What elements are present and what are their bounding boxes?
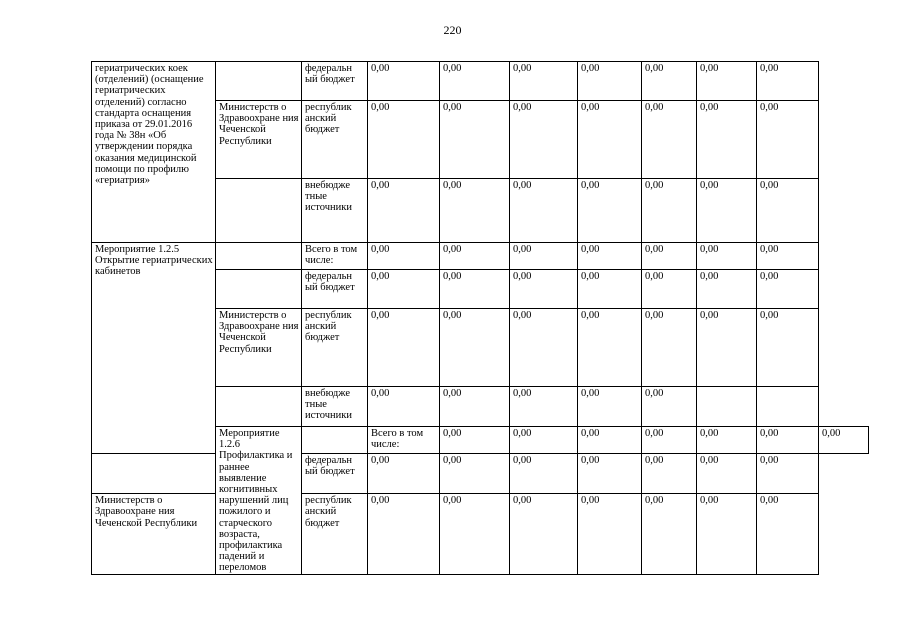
value-cell: 0,00 <box>578 270 642 309</box>
value-cell: 0,00 <box>510 309 578 387</box>
value-cell: 0,00 <box>819 427 869 454</box>
value-cell: 0,00 <box>440 309 510 387</box>
value-cell: 0,00 <box>757 270 819 309</box>
value-cell: 0,00 <box>697 62 757 101</box>
value-cell: 0,00 <box>368 453 440 493</box>
value-cell: 0,00 <box>440 243 510 270</box>
executor-cell: Министерств о Здравоохране ния Чеченской Республики <box>216 101 302 179</box>
value-cell: 0,00 <box>642 309 697 387</box>
value-cell: 0,00 <box>440 453 510 493</box>
value-cell: 0,00 <box>578 101 642 179</box>
value-cell: 0,00 <box>697 427 757 454</box>
value-cell: 0,00 <box>642 453 697 493</box>
action-cell: Мероприятие 1.2.6 Профилактика и раннее выявление когнитивных нарушений лиц пожилого и старческого возраста, профилактика падений и переломов <box>216 427 302 575</box>
table-row <box>92 494 869 575</box>
value-cell: 0,00 <box>368 243 440 270</box>
executor-cell <box>216 270 302 309</box>
funding-source-cell: республик анский бюджет <box>302 101 368 179</box>
value-cell: 0,00 <box>757 243 819 270</box>
value-cell: 0,00 <box>578 453 642 493</box>
value-cell: 0,00 <box>697 309 757 387</box>
value-cell: 0,00 <box>510 270 578 309</box>
value-cell: 0,00 <box>642 427 697 454</box>
value-cell: 0,00 <box>642 101 697 179</box>
value-cell: 0,00 <box>697 270 757 309</box>
value-cell: 0,00 <box>578 62 642 101</box>
value-cell: 0,00 <box>368 62 440 101</box>
value-cell: 0,00 <box>578 309 642 387</box>
value-cell: 0,00 <box>440 101 510 179</box>
table-row <box>92 243 869 270</box>
executor-cell <box>92 453 216 493</box>
value-cell <box>757 387 819 427</box>
value-cell: 0,00 <box>510 243 578 270</box>
value-cell: 0,00 <box>578 179 642 243</box>
value-cell: 0,00 <box>510 101 578 179</box>
funding-source-cell: республик анский бюджет <box>302 494 368 575</box>
value-cell: 0,00 <box>368 494 440 575</box>
executor-cell <box>216 62 302 101</box>
executor-cell <box>216 179 302 243</box>
value-cell: 0,00 <box>578 427 642 454</box>
value-cell: 0,00 <box>642 387 697 427</box>
value-cell: 0,00 <box>642 270 697 309</box>
value-cell: 0,00 <box>757 453 819 493</box>
action-cell: гериатрических коек (отделений) (оснащение гериатрических отделений) согласно стандарта оснащения приказа от 29.01.2016 года № 38н «Об утверждении порядка оказания медицинской помощи по профилю «гериатрия» <box>92 62 216 243</box>
value-cell: 0,00 <box>757 309 819 387</box>
table-row <box>92 453 869 493</box>
funding-source-cell: республик анский бюджет <box>302 309 368 387</box>
value-cell: 0,00 <box>440 270 510 309</box>
value-cell: 0,00 <box>368 179 440 243</box>
value-cell: 0,00 <box>642 494 697 575</box>
funding-source-cell: федеральн ый бюджет <box>302 62 368 101</box>
value-cell: 0,00 <box>510 179 578 243</box>
executor-cell <box>302 427 368 454</box>
value-cell: 0,00 <box>642 179 697 243</box>
funding-source-cell: внебюдже тные источники <box>302 387 368 427</box>
value-cell: 0,00 <box>510 494 578 575</box>
value-cell: 0,00 <box>578 494 642 575</box>
value-cell: 0,00 <box>440 179 510 243</box>
value-cell: 0,00 <box>368 101 440 179</box>
funding-source-cell: Всего в том числе: <box>368 427 440 454</box>
value-cell: 0,00 <box>510 387 578 427</box>
value-cell: 0,00 <box>440 494 510 575</box>
value-cell: 0,00 <box>697 179 757 243</box>
value-cell: 0,00 <box>757 101 819 179</box>
value-cell: 0,00 <box>697 243 757 270</box>
value-cell: 0,00 <box>757 62 819 101</box>
funding-source-cell: Всего в том числе: <box>302 243 368 270</box>
value-cell: 0,00 <box>757 494 819 575</box>
executor-cell: Министерств о Здравоохране ния Чеченской Республики <box>216 309 302 387</box>
table-row <box>92 62 869 101</box>
funding-source-cell: федеральн ый бюджет <box>302 453 368 493</box>
page-number: 220 <box>443 23 462 37</box>
value-cell: 0,00 <box>642 243 697 270</box>
value-cell: 0,00 <box>368 387 440 427</box>
value-cell: 0,00 <box>697 101 757 179</box>
executor-cell: Министерств о Здравоохране ния Чеченской Республики <box>92 494 216 575</box>
value-cell: 0,00 <box>578 387 642 427</box>
value-cell: 0,00 <box>368 270 440 309</box>
executor-cell <box>216 243 302 270</box>
action-cell: Мероприятие 1.2.5 Открытие гериатрических кабинетов <box>92 243 216 454</box>
executor-cell <box>216 387 302 427</box>
budget-table <box>91 61 869 575</box>
value-cell: 0,00 <box>697 453 757 493</box>
funding-source-cell: внебюдже тные источники <box>302 179 368 243</box>
value-cell: 0,00 <box>510 62 578 101</box>
value-cell: 0,00 <box>510 453 578 493</box>
value-cell: 0,00 <box>440 387 510 427</box>
value-cell: 0,00 <box>368 309 440 387</box>
value-cell: 0,00 <box>510 427 578 454</box>
value-cell <box>697 387 757 427</box>
value-cell: 0,00 <box>578 243 642 270</box>
value-cell: 0,00 <box>757 179 819 243</box>
value-cell: 0,00 <box>440 62 510 101</box>
funding-source-cell: федеральн ый бюджет <box>302 270 368 309</box>
value-cell: 0,00 <box>642 62 697 101</box>
budget-table-body <box>92 62 869 575</box>
value-cell: 0,00 <box>440 427 510 454</box>
value-cell: 0,00 <box>697 494 757 575</box>
value-cell: 0,00 <box>757 427 819 454</box>
